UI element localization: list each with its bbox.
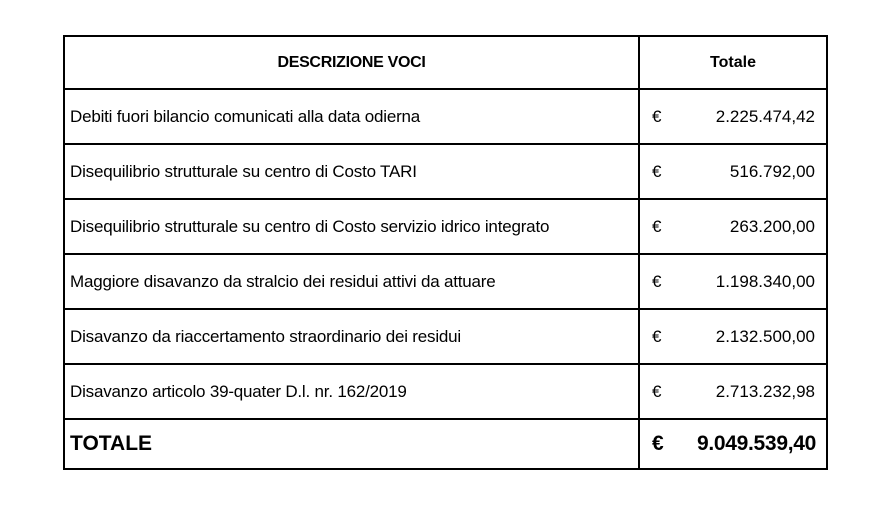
- total-row: [64, 419, 827, 469]
- table-header-row: [64, 36, 827, 89]
- table-row: [64, 199, 827, 254]
- row-total-cell: [639, 309, 827, 364]
- total-cell: [639, 419, 827, 469]
- table-row: [64, 364, 827, 419]
- row-description: Disequilibrio strutturale su centro di Costo TARI: [64, 144, 639, 199]
- row-description: Disavanzo articolo 39-quater D.l. nr. 162/2019: [64, 364, 639, 419]
- currency-symbol: €: [652, 326, 662, 346]
- total-label: TOTALE: [64, 419, 639, 469]
- row-total-cell: [639, 144, 827, 199]
- row-description: Disavanzo da riaccertamento straordinario dei residui: [64, 309, 639, 364]
- total-currency-symbol: €: [652, 432, 664, 455]
- table-row: [64, 254, 827, 309]
- table-row: [64, 144, 827, 199]
- currency-symbol: €: [652, 381, 662, 401]
- row-total-cell: [639, 364, 827, 419]
- row-total-cell: [639, 89, 827, 144]
- total-amount: 9.049.539,40: [696, 432, 816, 455]
- currency-symbol: €: [652, 161, 662, 181]
- currency-symbol: €: [652, 271, 662, 291]
- row-description: Maggiore disavanzo da stralcio dei residui attivi da attuare: [64, 254, 639, 309]
- currency-symbol: €: [652, 106, 662, 126]
- row-amount: 2.132.500,00: [715, 326, 815, 346]
- row-amount: 2.713.232,98: [715, 381, 815, 401]
- row-amount: 263.200,00: [729, 216, 815, 236]
- table-row: [64, 309, 827, 364]
- table-row: [64, 89, 827, 144]
- row-amount: 2.225.474,42: [715, 106, 815, 126]
- header-description: DESCRIZIONE VOCI: [64, 36, 639, 89]
- header-total: Totale: [639, 36, 827, 89]
- currency-symbol: €: [652, 216, 662, 236]
- row-total-cell: [639, 199, 827, 254]
- row-description: Debiti fuori bilancio comunicati alla data odierna: [64, 89, 639, 144]
- summary-table: [63, 35, 828, 470]
- row-amount: 516.792,00: [729, 161, 815, 181]
- row-amount: 1.198.340,00: [715, 271, 815, 291]
- row-description: Disequilibrio strutturale su centro di Costo servizio idrico integrato: [64, 199, 639, 254]
- row-total-cell: [639, 254, 827, 309]
